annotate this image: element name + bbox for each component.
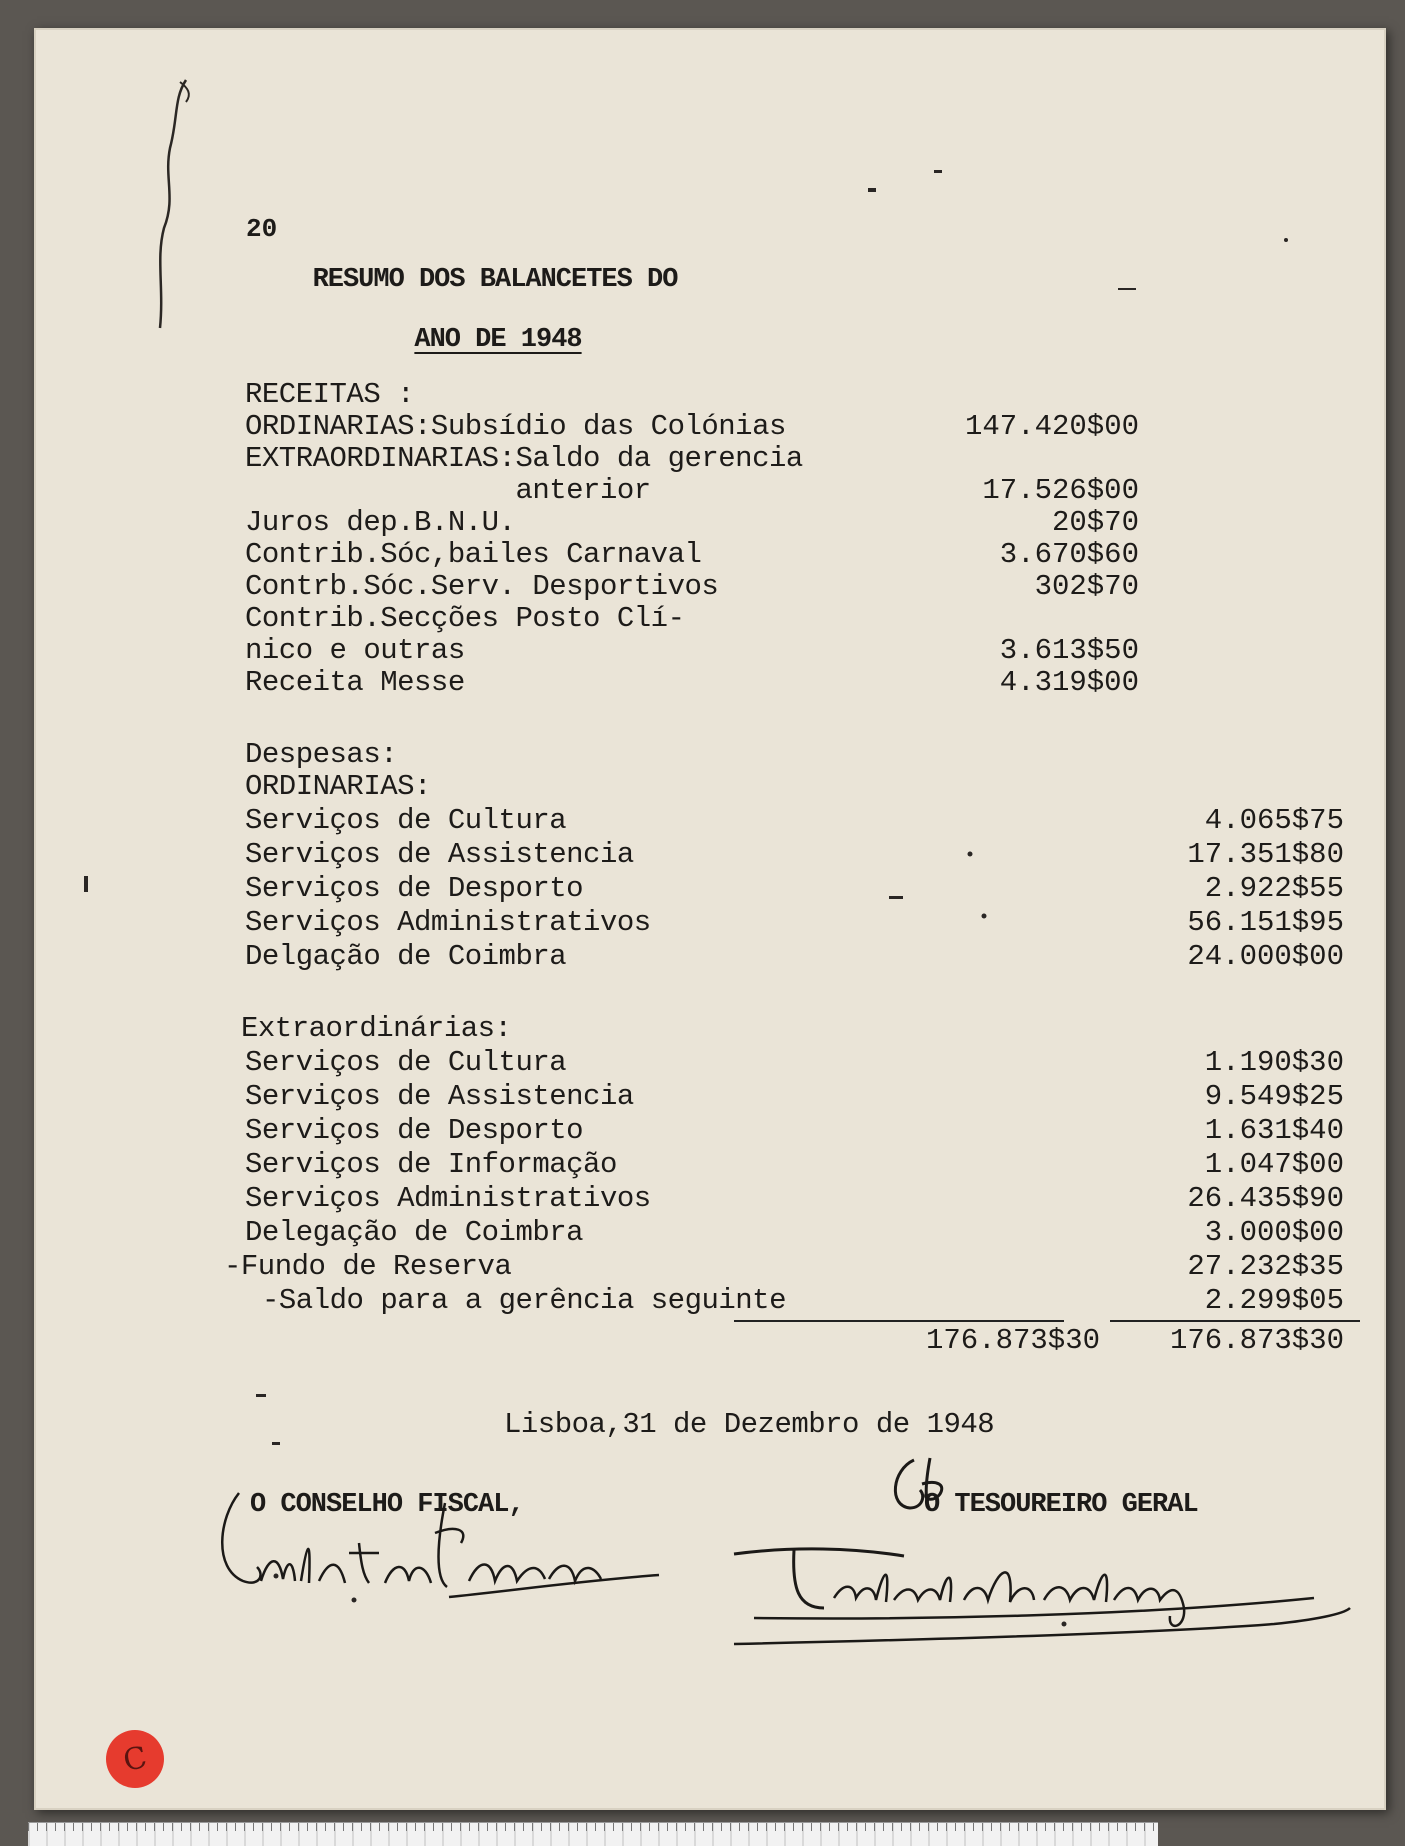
receitas-amount: 17.526$00 (982, 474, 1139, 507)
total-despesas: 176.873$30 (1169, 1324, 1344, 1357)
extraordinarias-row: Serviços de Cultura (245, 1046, 567, 1079)
receitas-amount: 302$70 (1034, 570, 1139, 603)
ordinarias-row: Serviços de Assistencia (245, 838, 634, 871)
receitas-row: Juros dep.B.N.U. (245, 506, 516, 539)
extraordinarias-row: Serviços de Informação (245, 1148, 617, 1181)
document-subtitle: ANO DE 1948 (414, 325, 582, 355)
extraordinarias-amount: 1.631$40 (1204, 1114, 1344, 1147)
ordinarias-heading: ORDINARIAS: (245, 770, 431, 803)
receitas-row: ORDINARIAS:Subsídio das Colónias (245, 410, 786, 443)
total-receitas: 176.873$30 (925, 1324, 1100, 1357)
ordinarias-amount: 24.000$00 (1187, 940, 1344, 973)
saldo-row: -Saldo para a gerência seguinte (262, 1284, 786, 1317)
ordinarias-row: Serviços de Cultura (245, 804, 567, 837)
receitas-amount: 3.613$50 (999, 634, 1139, 667)
receitas-row: Contrib.Secções Posto Clí- (245, 602, 685, 635)
extraordinarias-amount: 9.549$25 (1204, 1080, 1344, 1113)
extraordinarias-row: -Fundo de Reserva (224, 1250, 512, 1283)
ordinarias-row: Delgação de Coimbra (245, 940, 567, 973)
extraordinarias-amount: 3.000$00 (1204, 1216, 1344, 1249)
scale-ruler (28, 1822, 1158, 1846)
extraordinarias-row: Serviços de Assistencia (245, 1080, 634, 1113)
ordinarias-amount: 2.922$55 (1204, 872, 1344, 905)
tesoureiro-label: O TESOUREIRO GERAL (924, 1490, 1198, 1520)
extraordinarias-row: Serviços Administrativos (245, 1182, 651, 1215)
receitas-amount: 20$70 (1051, 506, 1139, 539)
ordinarias-row: Serviços de Desporto (245, 872, 584, 905)
saldo-amount: 2.299$05 (1204, 1284, 1344, 1317)
ordinarias-amount: 4.065$75 (1204, 804, 1344, 837)
receitas-row: Contrib.Sóc,bailes Carnaval (245, 538, 702, 571)
document-title: RESUMO DOS BALANCETES DO (312, 265, 678, 295)
receitas-amount: 3.670$60 (999, 538, 1139, 571)
receitas-amount: 147.420$00 (964, 410, 1139, 443)
ordinarias-amount: 17.351$80 (1187, 838, 1344, 871)
receitas-row: Receita Messe (245, 666, 465, 699)
red-stamp: C (101, 1725, 170, 1794)
despesas-heading: Despesas: (245, 738, 398, 771)
ordinarias-amount: 56.151$95 (1187, 906, 1344, 939)
extraordinarias-heading: Extraordinárias: (241, 1012, 512, 1045)
extraordinarias-row: Serviços de Desporto (245, 1114, 584, 1147)
extraordinarias-row: Delegação de Coimbra (245, 1216, 584, 1249)
conselho-fiscal-label: O CONSELHO FISCAL, (250, 1490, 524, 1520)
extraordinarias-amount: 1.047$00 (1204, 1148, 1344, 1181)
paper-specks (34, 28, 1386, 1810)
extraordinarias-amount: 1.190$30 (1204, 1046, 1344, 1079)
page-number: 20 (246, 214, 278, 244)
receitas-amount: 4.319$00 (999, 666, 1139, 699)
ordinarias-row: Serviços Administrativos (245, 906, 651, 939)
receitas-row: nico e outras (245, 634, 465, 667)
receitas-row: anterior (245, 474, 651, 507)
receitas-row: Contrb.Sóc.Serv. Desportivos (245, 570, 719, 603)
receitas-row: EXTRAORDINARIAS:Saldo da gerencia (245, 442, 803, 475)
document-page (34, 28, 1386, 1810)
extraordinarias-amount: 26.435$90 (1187, 1182, 1344, 1215)
place-date: Lisboa,31 de Dezembro de 1948 (504, 1408, 995, 1441)
receitas-heading: RECEITAS : (245, 378, 415, 411)
extraordinarias-amount: 27.232$35 (1187, 1250, 1344, 1283)
